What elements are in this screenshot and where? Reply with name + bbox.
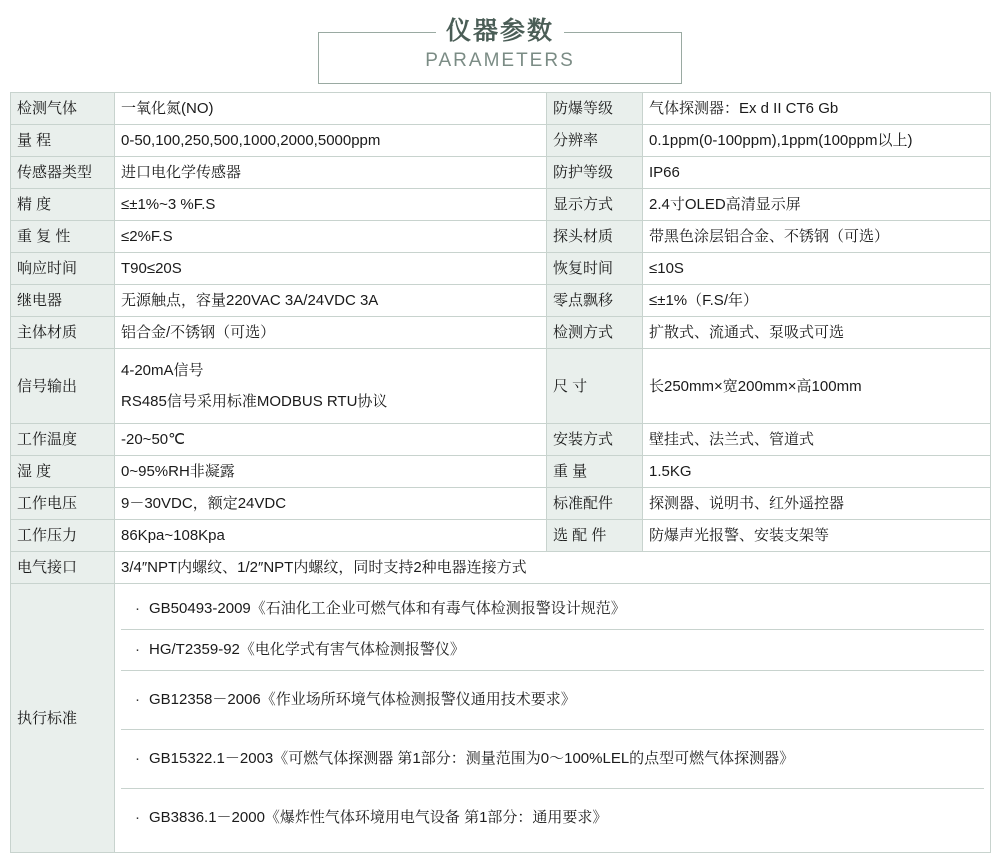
table-row [11,317,991,349]
row-value-accuracy: ≤±1%~3 %F.S [115,189,547,221]
standards-item [121,630,984,671]
row-label-work-temperature: 工作温度 [11,424,115,456]
standards-item-text: HG/T2359-92《电化学式有害气体检测报警仪》 [149,641,465,658]
standards-item-text: GB12358－2006《作业场所环境气体检测报警仪通用技术要求》 [149,691,576,708]
row-value-body-material: 铝合金/不锈钢（可选） [115,317,547,349]
table-row [11,221,991,253]
row-label-electrical-interface: 电气接口 [11,552,115,584]
row-value-electrical-interface: 3/4″NPT内螺纹、1/2″NPT内螺纹，同时支持2种电器连接方式 [115,552,991,584]
bullet-icon: · [135,809,140,826]
row-label-protection-rating: 防护等级 [547,157,643,189]
row-label-resolution: 分辨率 [547,125,643,157]
row-label-detection-method: 检测方式 [547,317,643,349]
row-value-zero-drift: ≤±1%（F.S/年） [643,285,991,317]
standards-item [121,589,984,630]
standards-list [115,584,991,853]
row-value-detect-gas: 一氧化氮(NO) [115,93,547,125]
row-label-signal-output: 信号输出 [11,349,115,424]
row-label-relay: 继电器 [11,285,115,317]
table-row [11,488,991,520]
row-label-optional-accessories: 选 配 件 [547,520,643,552]
row-value-relay: 无源触点，容量220VAC 3A/24VDC 3A [115,285,547,317]
row-label-range: 量 程 [11,125,115,157]
row-value-range: 0-50,100,250,500,1000,2000,5000ppm [115,125,547,157]
row-label-display-mode: 显示方式 [547,189,643,221]
row-value-display-mode: 2.4寸OLED高清显示屏 [643,189,991,221]
row-value-explosion-rating: 气体探测器：Ex d II CT6 Gb [643,93,991,125]
table-row-standards [11,584,991,853]
row-label-zero-drift: 零点飘移 [547,285,643,317]
bullet-icon: · [135,750,140,767]
table-row [11,456,991,488]
row-value-resolution: 0.1ppm(0-100ppm),1ppm(100ppm以上) [643,125,991,157]
table-row [11,253,991,285]
row-label-humidity: 湿 度 [11,456,115,488]
row-value-work-voltage: 9－30VDC，额定24VDC [115,488,547,520]
standards-item-text: GB15322.1－2003《可燃气体探测器 第1部分：测量范围为0～100%LEL的点型可燃气体探测器》 [149,750,795,767]
row-label-response-time: 响应时间 [11,253,115,285]
row-value-optional-accessories: 防爆声光报警、安装支架等 [643,520,991,552]
row-value-install-method: 壁挂式、法兰式、管道式 [643,424,991,456]
row-label-work-pressure: 工作压力 [11,520,115,552]
row-value-humidity: 0~95%RH非凝露 [115,456,547,488]
row-value-recovery-time: ≤10S [643,253,991,285]
table-row-electrical-interface [11,552,991,584]
row-value-weight: 1.5KG [643,456,991,488]
table-row-signal-output [11,349,991,424]
standards-item [121,730,984,789]
table-row [11,125,991,157]
row-label-work-voltage: 工作电压 [11,488,115,520]
standards-item-text: GB50493-2009《石油化工企业可燃气体和有毒气体检测报警设计规范》 [149,600,626,617]
page-title-en: PARAMETERS [425,50,575,71]
row-label-standards: 执行标准 [11,584,115,853]
table-row [11,157,991,189]
page-header [0,0,1000,88]
standards-item [121,789,984,847]
row-label-detect-gas: 检测气体 [11,93,115,125]
signal-output-line1: 4-20mA信号 [121,362,204,379]
bullet-icon: · [135,641,140,658]
row-value-dimensions: 长250mm×宽200mm×高100mm [643,349,991,424]
table-row [11,93,991,125]
row-label-weight: 重 量 [547,456,643,488]
row-label-body-material: 主体材质 [11,317,115,349]
signal-output-line2: RS485信号采用标准MODBUS RTU协议 [121,393,388,410]
row-value-response-time: T90≤20S [115,253,547,285]
row-label-install-method: 安装方式 [547,424,643,456]
bullet-icon: · [135,691,140,708]
row-value-protection-rating: IP66 [643,157,991,189]
page-title-cn: 仪器参数 [436,14,564,48]
row-label-standard-accessories: 标准配件 [547,488,643,520]
bullet-icon: · [135,600,140,617]
row-value-sensor-type: 进口电化学传感器 [115,157,547,189]
row-label-probe-material: 探头材质 [547,221,643,253]
table-row [11,189,991,221]
row-label-sensor-type: 传感器类型 [11,157,115,189]
header-titles [318,14,682,74]
table-row [11,424,991,456]
row-value-probe-material: 带黑色涂层铝合金、不锈钢（可选） [643,221,991,253]
table-row [11,285,991,317]
row-label-dimensions: 尺 寸 [547,349,643,424]
row-value-work-pressure: 86Kpa~108Kpa [115,520,547,552]
specs-table-wrapper [10,92,990,853]
row-label-explosion-rating: 防爆等级 [547,93,643,125]
standards-item-text: GB3836.1－2000《爆炸性气体环境用电气设备 第1部分：通用要求》 [149,809,608,826]
row-value-repeatability: ≤2%F.S [115,221,547,253]
row-label-accuracy: 精 度 [11,189,115,221]
row-value-detection-method: 扩散式、流通式、泵吸式可选 [643,317,991,349]
specs-table [10,92,991,853]
row-value-signal-output [115,349,547,424]
row-value-work-temperature: -20~50℃ [115,424,547,456]
row-label-recovery-time: 恢复时间 [547,253,643,285]
row-value-standard-accessories: 探测器、说明书、红外遥控器 [643,488,991,520]
row-label-repeatability: 重 复 性 [11,221,115,253]
table-row [11,520,991,552]
standards-item [121,671,984,730]
